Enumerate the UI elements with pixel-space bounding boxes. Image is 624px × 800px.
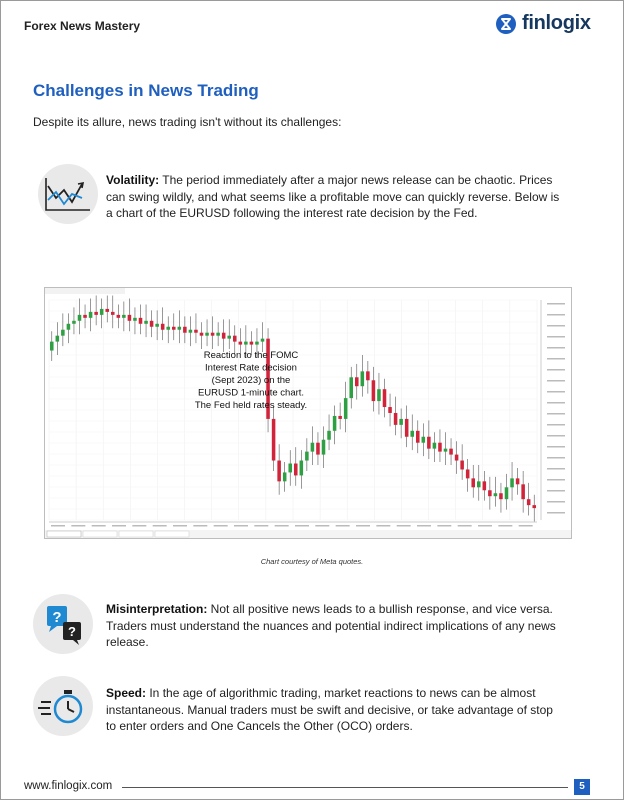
price-tick bbox=[547, 369, 565, 371]
candle-body bbox=[283, 472, 287, 481]
price-tick bbox=[547, 435, 565, 437]
section-title: Challenges in News Trading bbox=[33, 81, 259, 100]
candle-body bbox=[433, 443, 437, 449]
candle-body bbox=[361, 371, 365, 386]
volatility-chart-icon bbox=[38, 164, 98, 224]
brand-name: finlogix bbox=[522, 12, 591, 34]
candle-body bbox=[233, 336, 237, 342]
price-tick bbox=[547, 501, 565, 503]
time-tick bbox=[295, 525, 309, 527]
time-tick bbox=[519, 525, 533, 527]
eurusd-chart bbox=[44, 287, 572, 539]
document-title: Forex News Mastery bbox=[24, 19, 141, 33]
price-tick bbox=[547, 424, 565, 426]
candle-body bbox=[455, 455, 459, 461]
candle-body bbox=[344, 398, 348, 419]
candle-body bbox=[471, 478, 475, 487]
candle-body bbox=[216, 333, 220, 336]
candle-body bbox=[166, 327, 170, 330]
candle-body bbox=[410, 431, 414, 437]
time-tick bbox=[478, 525, 492, 527]
annotation-line: EURUSD 1-minute chart. bbox=[197, 387, 305, 399]
time-tick bbox=[132, 525, 146, 527]
price-tick bbox=[547, 380, 565, 382]
candle-body bbox=[205, 333, 209, 336]
candle-body bbox=[532, 505, 536, 508]
candle-body bbox=[527, 499, 531, 505]
candle-body bbox=[189, 330, 193, 333]
candle-body bbox=[383, 389, 387, 407]
svg-text:?: ? bbox=[52, 609, 62, 626]
annotation-line: The Fed held rates steady. bbox=[194, 400, 308, 411]
speed-body: In the age of algorithmic trading, market reactions to news can be almost instantaneous. Manual traders must be swift and decisive, or take advantage of stop to enter orders and One Cancels the Other (OCO) orders. bbox=[106, 686, 553, 733]
price-tick bbox=[547, 446, 565, 448]
candle-body bbox=[505, 487, 509, 499]
time-tick bbox=[173, 525, 187, 527]
candle-body bbox=[117, 315, 121, 318]
price-tick bbox=[547, 413, 565, 415]
speed-icon-badge bbox=[33, 676, 93, 736]
candle-body bbox=[449, 449, 453, 455]
time-tick bbox=[315, 525, 329, 527]
candle-body bbox=[488, 490, 492, 496]
candle-body bbox=[89, 312, 93, 318]
price-tick bbox=[547, 314, 565, 316]
time-tick bbox=[254, 525, 268, 527]
annotation-line: Interest Rate decision bbox=[205, 362, 297, 374]
candle-body bbox=[422, 437, 426, 443]
time-tick bbox=[51, 525, 65, 527]
candle-body bbox=[466, 469, 470, 478]
candle-body bbox=[333, 416, 337, 431]
price-tick bbox=[547, 347, 565, 349]
candle-body bbox=[261, 339, 265, 342]
candle-body bbox=[150, 321, 154, 327]
stopwatch-icon bbox=[33, 676, 93, 736]
candle-body bbox=[172, 327, 176, 330]
candle-body bbox=[366, 371, 370, 380]
footer-divider bbox=[122, 787, 568, 788]
candle-body bbox=[399, 419, 403, 425]
time-tick bbox=[376, 525, 390, 527]
time-tick bbox=[458, 525, 472, 527]
candle-body bbox=[222, 333, 226, 339]
intro-text: Despite its allure, news trading isn't without its challenges: bbox=[33, 115, 342, 129]
time-tick bbox=[275, 525, 289, 527]
candle-body bbox=[67, 324, 71, 330]
candle-body bbox=[311, 443, 315, 452]
candle-body bbox=[244, 342, 248, 345]
time-tick bbox=[71, 525, 85, 527]
time-tick bbox=[153, 525, 167, 527]
time-tick bbox=[214, 525, 228, 527]
price-tick bbox=[547, 457, 565, 459]
time-tick bbox=[498, 525, 512, 527]
candle-body bbox=[111, 312, 115, 315]
misinterpretation-icon-badge bbox=[33, 594, 93, 654]
candle-body bbox=[405, 419, 409, 437]
price-tick bbox=[547, 490, 565, 492]
candle-body bbox=[227, 336, 231, 339]
time-tick bbox=[397, 525, 411, 527]
candle-body bbox=[483, 481, 487, 490]
candle-body bbox=[322, 440, 326, 455]
candle-body bbox=[300, 461, 304, 476]
volatility-heading: Volatility: bbox=[106, 173, 160, 187]
candle-body bbox=[288, 464, 292, 473]
candle-body bbox=[83, 315, 87, 318]
price-tick bbox=[547, 325, 565, 327]
candle-body bbox=[521, 484, 525, 499]
price-tick bbox=[547, 512, 565, 514]
chart-annotation bbox=[195, 350, 307, 411]
question-bubbles-icon bbox=[33, 594, 93, 654]
candle-body bbox=[349, 377, 353, 398]
candle-body bbox=[100, 309, 104, 315]
candle-body bbox=[194, 330, 198, 333]
misinterpretation-body: Not all positive news leads to a bullish response, and vice versa. Traders must understand the nuances and potential indirect implications of any news release. bbox=[106, 602, 556, 649]
annotation-line: Reaction to the FOMC bbox=[203, 350, 299, 361]
finlogix-logo-icon bbox=[496, 14, 516, 34]
footer-website-link[interactable]: www.finlogix.com bbox=[24, 780, 113, 792]
candle-body bbox=[56, 336, 60, 342]
price-tick bbox=[547, 468, 565, 470]
candle-body bbox=[338, 416, 342, 419]
speed-heading: Speed: bbox=[106, 686, 147, 700]
time-tick bbox=[112, 525, 126, 527]
annotation-line: (Sept 2023) on the bbox=[211, 375, 291, 386]
chart-caption: Chart courtesy of Meta quotes. bbox=[260, 557, 364, 566]
candle-body bbox=[444, 449, 448, 452]
page-number: 5 bbox=[574, 779, 590, 795]
candle-body bbox=[122, 315, 126, 318]
price-tick bbox=[547, 479, 565, 481]
candle-body bbox=[139, 318, 143, 324]
candle-body bbox=[200, 333, 204, 336]
volatility-body: The period immediately after a major news release can be chaotic. Prices can swing wildly, and what seems like a profitable move can quickly reverse. Below is a chart of the EURUSD following the interest rate decision by the Fed. bbox=[106, 173, 560, 220]
candle-body bbox=[255, 342, 259, 345]
candle-body bbox=[327, 431, 331, 440]
time-tick bbox=[234, 525, 248, 527]
volatility-paragraph bbox=[106, 172, 566, 222]
candle-body bbox=[305, 452, 309, 461]
candle-body bbox=[272, 419, 276, 461]
candle-body bbox=[133, 318, 137, 321]
candle-body bbox=[294, 464, 298, 476]
candle-body bbox=[144, 321, 148, 324]
candle-body bbox=[78, 315, 82, 321]
time-tick bbox=[356, 525, 370, 527]
candle-body bbox=[239, 342, 243, 345]
candle-body bbox=[211, 333, 215, 336]
candle-body bbox=[105, 309, 109, 312]
svg-text:?: ? bbox=[68, 624, 76, 639]
candle-body bbox=[510, 478, 514, 487]
candle-body bbox=[355, 377, 359, 386]
price-tick bbox=[547, 358, 565, 360]
candle-body bbox=[394, 413, 398, 425]
candle-body bbox=[155, 324, 159, 327]
candle-body bbox=[50, 342, 54, 351]
time-tick bbox=[193, 525, 207, 527]
candle-body bbox=[250, 342, 254, 345]
time-tick bbox=[92, 525, 106, 527]
time-tick bbox=[437, 525, 451, 527]
price-tick bbox=[547, 391, 565, 393]
time-tick bbox=[417, 525, 431, 527]
candle-body bbox=[128, 315, 132, 321]
volatility-icon-badge bbox=[38, 164, 98, 224]
misinterpretation-paragraph bbox=[106, 601, 566, 651]
candle-body bbox=[477, 481, 481, 487]
time-tick bbox=[336, 525, 350, 527]
misinterpretation-heading: Misinterpretation: bbox=[106, 602, 208, 616]
candle-body bbox=[161, 324, 165, 330]
candle-body bbox=[72, 321, 76, 324]
price-tick bbox=[547, 402, 565, 404]
candle-body bbox=[499, 493, 503, 499]
candle-body bbox=[377, 389, 381, 401]
candle-body bbox=[388, 407, 392, 413]
finlogix-logo bbox=[496, 12, 591, 35]
candle-body bbox=[416, 431, 420, 443]
candle-body bbox=[94, 312, 98, 315]
candle-body bbox=[183, 327, 187, 333]
candle-body bbox=[438, 443, 442, 452]
candle-body bbox=[316, 443, 320, 455]
candle-body bbox=[372, 380, 376, 401]
candle-body bbox=[178, 327, 182, 330]
candle-body bbox=[516, 478, 520, 484]
candle-body bbox=[427, 437, 431, 449]
speed-paragraph bbox=[106, 685, 566, 735]
candle-body bbox=[61, 330, 65, 336]
price-tick bbox=[547, 303, 565, 305]
candle-body bbox=[460, 461, 464, 470]
eurusd-candlestick-chart bbox=[45, 288, 571, 538]
price-tick bbox=[547, 336, 565, 338]
candle-body bbox=[494, 493, 498, 496]
candle-body bbox=[277, 461, 281, 482]
